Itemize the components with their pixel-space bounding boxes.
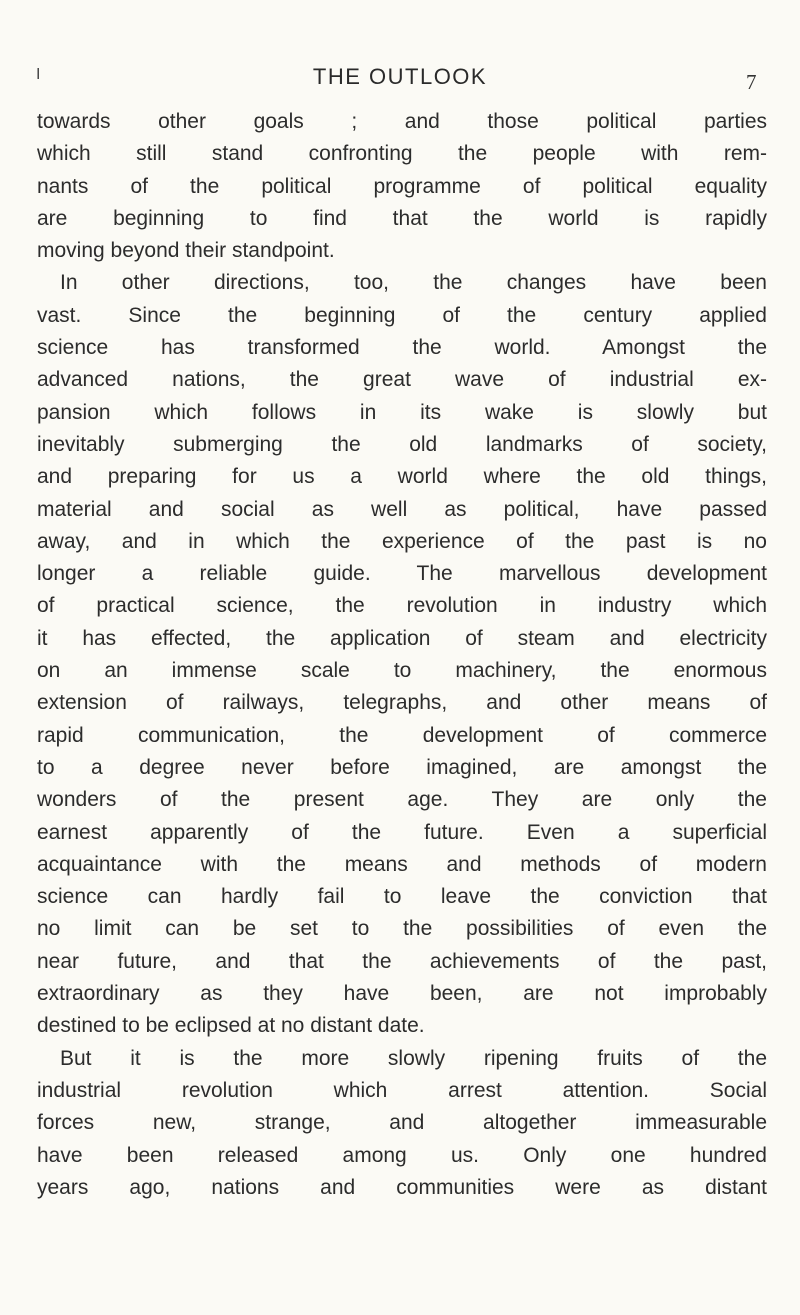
text-line: moving beyond their standpoint. bbox=[37, 239, 335, 263]
chapter-number: I bbox=[36, 66, 41, 83]
text-line: extension of railways, telegraphs, and other means of bbox=[37, 691, 767, 715]
text-line: inevitably submerging the old landmarks of society, bbox=[37, 432, 767, 456]
text-line: material and social as well as political, have passed bbox=[37, 497, 767, 521]
text-line: years ago, nations and communities were as distant bbox=[37, 1175, 767, 1199]
text-line: destined to be eclipsed at no distant date. bbox=[37, 1014, 425, 1038]
text-line: it has effected, the application of steam and electricity bbox=[37, 626, 767, 650]
text-line: science can hardly fail to leave the conviction that bbox=[37, 885, 767, 909]
text-line: industrial revolution which arrest attention. Social bbox=[37, 1078, 767, 1102]
text-line: on an immense scale to machinery, the enormous bbox=[37, 659, 767, 683]
text-line: longer a reliable guide. The marvellous development bbox=[37, 562, 767, 586]
text-line: away, and in which the experience of the past is no bbox=[37, 529, 767, 553]
text-line: rapid communication, the development of commerce bbox=[37, 723, 767, 747]
text-line: which still stand confronting the people with rem- bbox=[37, 142, 767, 166]
text-line: towards other goals ; and those political parties bbox=[37, 110, 767, 133]
text-line: of practical science, the revolution in industry which bbox=[37, 594, 767, 618]
text-line: nants of the political programme of political equality bbox=[37, 174, 767, 198]
text-line: In other directions, too, the changes have been bbox=[60, 271, 767, 295]
text-line: pansion which follows in its wake is slowly but bbox=[37, 400, 767, 424]
text-line: earnest apparently of the future. Even a superficial bbox=[37, 820, 767, 844]
text-line: near future, and that the achievements of the past, bbox=[37, 949, 767, 973]
text-line: vast. Since the beginning of the century applied bbox=[37, 303, 767, 327]
text-line: no limit can be set to the possibilities of even the bbox=[37, 917, 767, 941]
running-head: THE OUTLOOK bbox=[312, 64, 488, 89]
text-line: are beginning to find that the world is rapidly bbox=[37, 206, 767, 230]
text-line: wonders of the present age. They are only the bbox=[37, 788, 767, 812]
page-header bbox=[0, 66, 800, 94]
text-line: But it is the more slowly ripening fruits of the bbox=[60, 1046, 767, 1070]
text-line: to a degree never before imagined, are amongst the bbox=[37, 755, 767, 779]
text-line: forces new, strange, and altogether immeasurable bbox=[37, 1111, 767, 1135]
text-line: extraordinary as they have been, are not improbably bbox=[37, 982, 767, 1006]
text-line: and preparing for us a world where the old things, bbox=[37, 465, 767, 489]
text-line: have been released among us. Only one hundred bbox=[37, 1143, 767, 1167]
text-line: acquaintance with the means and methods of modern bbox=[37, 852, 767, 876]
text-line: science has transformed the world. Amongst the bbox=[37, 336, 767, 360]
page-number: 7 bbox=[746, 70, 757, 94]
body-text bbox=[37, 106, 767, 1204]
text-line: advanced nations, the great wave of industrial ex- bbox=[37, 368, 767, 392]
